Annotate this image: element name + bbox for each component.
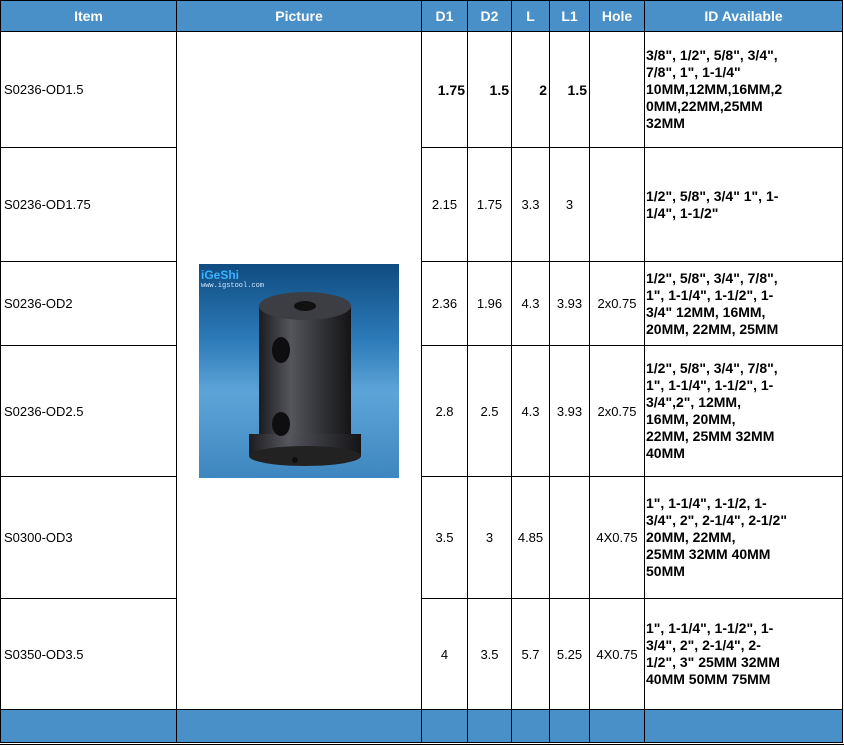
hole-cell xyxy=(590,148,645,262)
bottom-border xyxy=(0,744,844,750)
d2-cell: 3 xyxy=(468,477,512,599)
id-available-cell: 1", 1-1/4", 1-1/2", 1- 3/4", 2", 2-1/4", 2- 1/2", 3" 25MM 32MM 40MM 50MM 75MM xyxy=(645,599,843,710)
d2-cell: 3.5 xyxy=(468,599,512,710)
hole-cell xyxy=(590,32,645,148)
item-cell: S0236-OD1.75 xyxy=(1,148,177,262)
brand-logo: iGeShi xyxy=(201,267,240,282)
table-row xyxy=(1,599,843,710)
item-cell: S0236-OD1.5 xyxy=(1,32,177,148)
table-row xyxy=(1,32,843,148)
item-cell: S0300-OD3 xyxy=(1,477,177,599)
table-row xyxy=(1,262,843,346)
header-l: L xyxy=(512,1,550,32)
hole-cell: 4X0.75 xyxy=(590,599,645,710)
l-cell: 4.3 xyxy=(512,346,550,477)
d2-cell: 2.5 xyxy=(468,346,512,477)
item-cell: S0236-OD2 xyxy=(1,262,177,346)
d2-cell: 1.96 xyxy=(468,262,512,346)
d1-cell: 2.36 xyxy=(422,262,468,346)
product-image xyxy=(199,264,399,478)
l1-cell: 3.93 xyxy=(550,346,590,477)
l1-cell: 3.93 xyxy=(550,262,590,346)
footer-cell xyxy=(468,710,512,743)
d2-cell: 1.75 xyxy=(468,148,512,262)
hole-cell: 4X0.75 xyxy=(590,477,645,599)
footer-cell xyxy=(1,710,177,743)
footer-cell xyxy=(590,710,645,743)
hole-cell: 2x0.75 xyxy=(590,262,645,346)
header-d2: D2 xyxy=(468,1,512,32)
d1-cell: 2.8 xyxy=(422,346,468,477)
l1-cell: 5.25 xyxy=(550,599,590,710)
footer-cell xyxy=(550,710,590,743)
header-item: Item xyxy=(1,1,177,32)
footer-cell xyxy=(422,710,468,743)
l1-cell: 3 xyxy=(550,148,590,262)
id-available-cell: 3/8", 1/2", 5/8", 3/4", 7/8", 1", 1-1/4" 10MM,12MM,16MM,2 0MM,22MM,25MM 32MM xyxy=(645,32,843,148)
table-row xyxy=(1,148,843,262)
id-available-cell: 1/2", 5/8", 3/4", 7/8", 1", 1-1/4", 1-1/2", 1- 3/4",2", 12MM, 16MM, 20MM, 22MM, 25MM 32MM 40MM xyxy=(645,346,843,477)
sleeve-illustration xyxy=(199,264,399,478)
footer-cell xyxy=(177,710,422,743)
l1-cell: 1.5 xyxy=(550,32,590,148)
d1-cell: 4 xyxy=(422,599,468,710)
table-row xyxy=(1,346,843,477)
footer-row xyxy=(1,710,843,743)
brand-url: www.igstool.com xyxy=(201,281,265,290)
header-l1: L1 xyxy=(550,1,590,32)
d2-cell: 1.5 xyxy=(468,32,512,148)
l-cell: 5.7 xyxy=(512,599,550,710)
header-row xyxy=(1,1,843,32)
l-cell: 2 xyxy=(512,32,550,148)
l-cell: 3.3 xyxy=(512,148,550,262)
header-hole: Hole xyxy=(590,1,645,32)
table-row xyxy=(1,477,843,599)
footer-cell xyxy=(512,710,550,743)
id-available-cell: 1/2", 5/8", 3/4", 7/8", 1", 1-1/4", 1-1/2", 1- 3/4" 12MM, 16MM, 20MM, 22MM, 25MM xyxy=(645,262,843,346)
l-cell: 4.85 xyxy=(512,477,550,599)
footer-cell xyxy=(645,710,843,743)
header-picture: Picture xyxy=(177,1,422,32)
id-available-cell: 1/2", 5/8", 3/4" 1", 1- 1/4", 1-1/2" xyxy=(645,148,843,262)
id-available-cell: 1", 1-1/4", 1-1/2, 1- 3/4", 2", 2-1/4", 2-1/2" 20MM, 22MM, 25MM 32MM 40MM 50MM xyxy=(645,477,843,599)
d1-cell: 3.5 xyxy=(422,477,468,599)
d1-cell: 2.15 xyxy=(422,148,468,262)
l-cell: 4.3 xyxy=(512,262,550,346)
header-id-available: ID Available xyxy=(645,1,843,32)
l1-cell xyxy=(550,477,590,599)
header-d1: D1 xyxy=(422,1,468,32)
item-cell: S0350-OD3.5 xyxy=(1,599,177,710)
item-cell: S0236-OD2.5 xyxy=(1,346,177,477)
picture-cell xyxy=(177,32,422,710)
hole-cell: 2x0.75 xyxy=(590,346,645,477)
d1-cell: 1.75 xyxy=(422,32,468,148)
